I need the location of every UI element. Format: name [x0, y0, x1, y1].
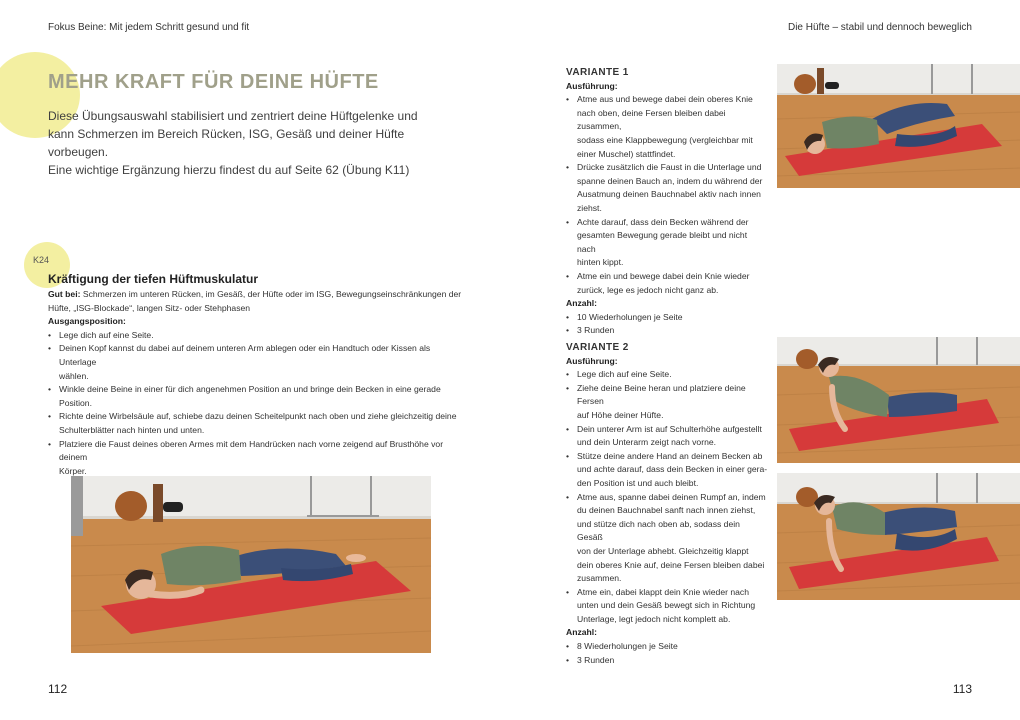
list-item: • Achte darauf, dass dein Becken während der gesamten Bewegung gerade bleibt und nicht nach hinten kippt. — [566, 216, 766, 270]
good-for-label: Gut bei: — [48, 289, 81, 299]
list-item: • Lege dich auf eine Seite. — [48, 329, 468, 343]
variant-2-steps — [566, 368, 768, 626]
left-running-header: Fokus Beine: Mit jedem Schritt gesund und fit — [48, 22, 250, 33]
variant-1-heading: VARIANTE 1 — [566, 67, 629, 78]
intro-line: Eine wichtige Ergänzung hierzu findest du auf Seite 62 (Übung K11) — [48, 163, 410, 177]
list-item: • Richte deine Wirbelsäule auf, schiebe dazu deinen Scheitelpunkt nach oben und ziehe gleichzeitig deine Schulterblätter nach hinten und unten. — [48, 410, 468, 437]
list-item: • Drücke zusätzlich die Faust in die Unterlage und spanne deinen Bauch an, indem du während der Ausatmung deinen Bauchnabel aktiv nach innen ziehst. — [566, 161, 766, 215]
variant-1-section — [566, 66, 766, 338]
good-for-line — [48, 288, 468, 302]
list-item: • Platziere die Faust deines oberen Armes mit dem Handrücken nach vorne zeigend auf Brusthöhe vor deinem Körper. — [48, 438, 468, 479]
list-item: • Lege dich auf eine Seite. — [566, 368, 768, 382]
execution-label: Ausführung: — [566, 355, 618, 366]
exercise-photo-variant-1 — [777, 64, 1020, 188]
count-label: Anzahl: — [566, 298, 598, 309]
variant-1-count — [566, 311, 766, 338]
page-title: MEHR KRAFT FÜR DEINE HÜFTE — [48, 71, 379, 93]
list-item: • Deinen Kopf kannst du dabei auf deinem unteren Arm ablegen oder ein Handtuch oder Kissen als Unterlage wählen. — [48, 342, 468, 383]
list-item: • 10 Wiederholungen je Seite — [566, 311, 766, 325]
list-item: • Dein unterer Arm ist auf Schulterhöhe aufgestellt und dein Unterarm zeigt nach vorne. — [566, 423, 768, 450]
variant-2-section — [566, 341, 768, 667]
list-item: • Atme aus, spanne dabei deinen Rumpf an, indem du deinen Bauchnabel sanft nach innen ziehst, und stütze dich nach oben ab, sodass dein Gesäß von der Unterlage abhebt. Gleichzeitig klappt dein oberes Knie auf, deine Fersen bleiben dabei zusammen. — [566, 491, 768, 586]
exercise-details — [48, 288, 468, 478]
variant-1-steps — [566, 93, 766, 297]
intro-text — [48, 107, 448, 179]
count-label: Anzahl: — [566, 627, 598, 638]
intro-line: Diese Übungsauswahl stabilisiert und zentriert deine Hüftgelenke und — [48, 109, 418, 123]
exercise-photo-variant-2-lifted — [777, 473, 1020, 600]
page-number-left: 112 — [48, 682, 68, 696]
list-item: • Ziehe deine Beine heran und platziere deine Fersen auf Höhe deiner Hüfte. — [566, 382, 768, 423]
variant-2-count — [566, 640, 768, 667]
good-for-text: Hüfte, „ISG-Blockade“, langen Sitz- oder Stehphasen — [48, 302, 251, 313]
list-item: • 3 Runden — [566, 654, 768, 668]
list-item: • Atme aus und bewege dabei dein oberes Knie nach oben, deine Fersen bleiben dabei zusammen, sodass eine Klappbewegung (vergleichbar mit einer Muschel) stattfindet. — [566, 93, 766, 161]
exercise-photo-start-position — [71, 476, 431, 653]
list-item: • Atme ein und bewege dabei dein Knie wieder zurück, lege es jedoch nicht ganz ab. — [566, 270, 766, 297]
page-number-right: 113 — [952, 682, 972, 696]
start-position-label: Ausgangsposition: — [48, 316, 126, 327]
exercise-title: Kräftigung der tiefen Hüftmuskulatur — [48, 272, 259, 286]
start-position-list — [48, 329, 468, 479]
right-running-header: Die Hüfte – stabil und dennoch beweglich — [787, 22, 972, 33]
list-item: • Stütze deine andere Hand an deinem Becken ab und achte darauf, dass dein Becken in einer gera- den Position ist und auch bleibt. — [566, 450, 768, 491]
intro-line: kann Schmerzen im Bereich Rücken, ISG, Gesäß und deiner Hüfte vorbeugen. — [48, 127, 405, 159]
list-item: • 8 Wiederholungen je Seite — [566, 640, 768, 654]
exercise-code: K24 — [33, 255, 50, 265]
variant-2-heading: VARIANTE 2 — [566, 342, 629, 353]
list-item: • Winkle deine Beine in einer für dich angenehmen Position an und bringe dein Becken in eine gerade Position. — [48, 383, 468, 410]
list-item: • 3 Runden — [566, 324, 766, 338]
good-for-text: Schmerzen im unteren Rücken, im Gesäß, der Hüfte oder im ISG, Bewegungseinschränkungen der — [82, 289, 462, 299]
execution-label: Ausführung: — [566, 80, 618, 91]
exercise-photo-variant-2-start — [777, 337, 1020, 463]
list-item: • Atme ein, dabei klappt dein Knie wieder nach unten und dein Gesäß bewegt sich in Richtung Unterlage, legt jedoch nicht komplett ab. — [566, 586, 768, 627]
